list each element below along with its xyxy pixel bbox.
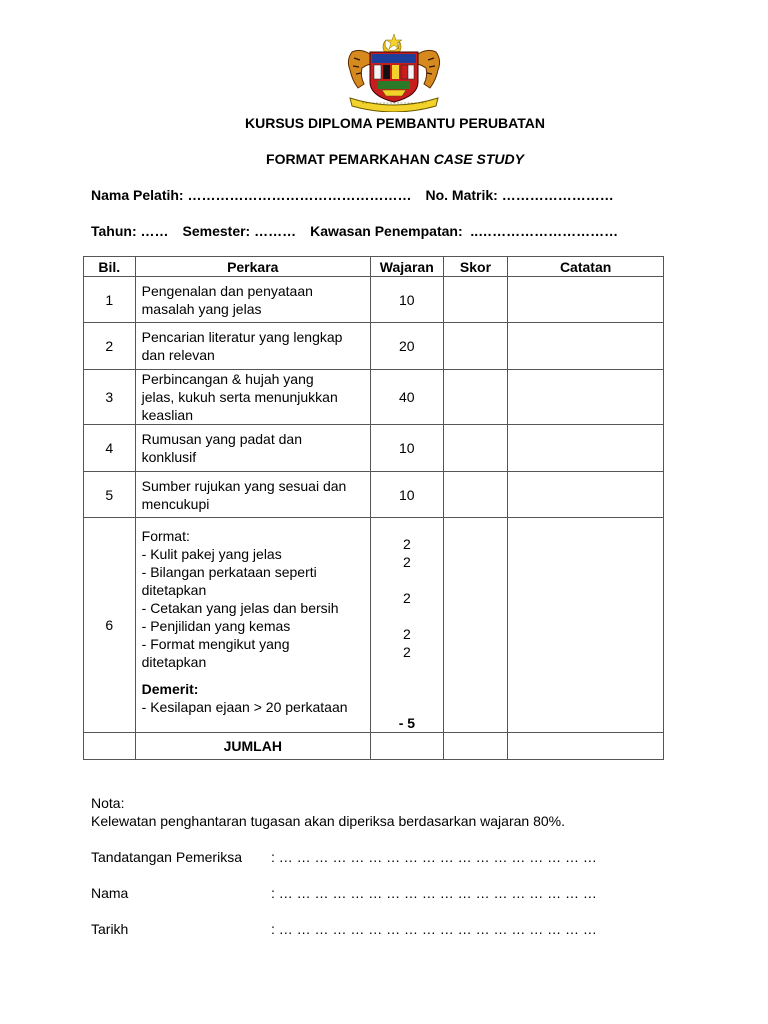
perkara-line: jelas, kukuh serta menunjukkan (141, 389, 338, 405)
perkara-cell (135, 277, 370, 323)
skor-cell[interactable] (443, 370, 508, 425)
form-subtitle (11, 151, 768, 167)
perkara-cell (135, 323, 370, 370)
perkara-line: konklusif (141, 449, 197, 465)
wajaran-cell: 40 (370, 370, 443, 425)
perkara-line: Rumusan yang padat dan (141, 431, 302, 447)
coat-of-arms-emblem (342, 32, 446, 112)
perkara-cell (135, 472, 370, 518)
format-line: - Cetakan yang jelas dan bersih (141, 600, 339, 616)
tandatangan-label: Tandatangan Pemeriksa (91, 849, 242, 865)
form-subtitle-italic: CASE STUDY (433, 151, 524, 167)
skor-cell[interactable] (443, 518, 508, 733)
perkara-line: Pencarian literatur yang lengkap (141, 329, 343, 345)
header-bil: Bil. (84, 257, 136, 277)
wajaran-value: 2 (402, 536, 411, 552)
format-line: ditetapkan (141, 654, 207, 670)
no-matrik-field[interactable]: No. Matrik: …………………… (425, 187, 614, 203)
catatan-cell[interactable] (508, 370, 664, 425)
table-row (84, 277, 664, 323)
perkara-line: mencukupi (141, 495, 210, 512)
catatan-cell[interactable] (508, 518, 664, 733)
demerit-item: - Kesilapan ejaan > 20 perkataan (141, 699, 348, 715)
form-subtitle-prefix: FORMAT PEMARKAHAN (266, 151, 434, 167)
bil-cell: 6 (84, 518, 136, 733)
wajaran-value: 2 (402, 644, 411, 660)
tahun-field[interactable]: Tahun: …… (91, 223, 169, 239)
total-row (84, 733, 664, 760)
format-line: ditetapkan (141, 582, 207, 598)
perkara-format-cell (135, 518, 370, 733)
placement-line (91, 223, 618, 239)
skor-cell[interactable] (443, 472, 508, 518)
catatan-cell[interactable] (508, 425, 664, 472)
table-row (84, 425, 664, 472)
wajaran-cell: 10 (370, 277, 443, 323)
perkara-line: Pengenalan dan penyataan (141, 282, 313, 299)
format-line: - Format mengikut yang (141, 636, 290, 652)
format-line: - Bilangan perkataan seperti (141, 564, 317, 580)
format-line: Format: (141, 528, 190, 544)
format-line: - Kulit pakej yang jelas (141, 546, 282, 562)
catatan-cell[interactable] (508, 472, 664, 518)
table-row (84, 370, 664, 425)
demerit-value: - 5 (398, 715, 416, 731)
tandatangan-field[interactable]: : … … … … … … … … … … … … … … … … … … (271, 849, 597, 865)
header-catatan: Catatan (508, 257, 664, 277)
catatan-cell[interactable] (508, 277, 664, 323)
table-header-row (84, 257, 664, 277)
header-perkara: Perkara (135, 257, 370, 277)
kawasan-field[interactable]: Kawasan Penempatan: ..………………………… (310, 223, 619, 239)
header-skor: Skor (443, 257, 508, 277)
catatan-cell[interactable] (508, 323, 664, 370)
wajaran-cell: 20 (370, 323, 443, 370)
wajaran-value: 2 (402, 626, 411, 642)
total-skor-cell[interactable] (443, 733, 508, 760)
trainee-line (91, 187, 614, 203)
total-bil-cell (84, 733, 136, 760)
perkara-cell (135, 425, 370, 472)
nota-text: Kelewatan penghantaran tugasan akan diperiksa berdasarkan wajaran 80%. (91, 813, 565, 829)
course-title: KURSUS DIPLOMA PEMBANTU PERUBATAN (245, 115, 545, 131)
perkara-line: masalah yang jelas (141, 300, 262, 317)
bil-cell: 4 (84, 425, 136, 472)
bil-cell: 3 (84, 370, 136, 425)
semester-field[interactable]: Semester: ……… (182, 223, 297, 239)
bil-cell: 1 (84, 277, 136, 323)
wajaran-value: 2 (402, 590, 411, 606)
perkara-line: dan relevan (141, 347, 215, 363)
wajaran-value: 2 (402, 554, 411, 570)
total-wajaran-cell (370, 733, 443, 760)
tarikh-field[interactable]: : … … … … … … … … … … … … … … … … … … (271, 921, 597, 937)
total-catatan-cell[interactable] (508, 733, 664, 760)
format-line: - Penjilidan yang kemas (141, 618, 291, 634)
nama-pelatih-field[interactable]: Nama Pelatih: ………………………………………… (91, 187, 412, 203)
signature-row (91, 849, 597, 865)
perkara-line: Perbincangan & hujah yang (141, 371, 314, 387)
table-row (84, 323, 664, 370)
bil-cell: 2 (84, 323, 136, 370)
tarikh-label: Tarikh (91, 921, 129, 937)
wajaran-cell: 10 (370, 472, 443, 518)
wajaran-format-values (371, 518, 443, 732)
wajaran-format-cell (370, 518, 443, 733)
skor-cell[interactable] (443, 425, 508, 472)
table-row-format (84, 518, 664, 733)
wajaran-cell: 10 (370, 425, 443, 472)
perkara-cell (135, 370, 370, 425)
skor-cell[interactable] (443, 277, 508, 323)
header-wajaran: Wajaran (370, 257, 443, 277)
nama-label: Nama (91, 885, 129, 901)
perkara-line: Sumber rujukan yang sesuai dan (141, 477, 347, 494)
name-row (91, 885, 597, 901)
date-row (91, 921, 597, 937)
demerit-label: Demerit: (141, 681, 199, 697)
table-row (84, 472, 664, 518)
jumlah-label: JUMLAH (135, 733, 370, 760)
marking-table (83, 256, 664, 760)
skor-cell[interactable] (443, 323, 508, 370)
nama-field[interactable]: : … … … … … … … … … … … … … … … … … … (271, 885, 597, 901)
bil-cell: 5 (84, 472, 136, 518)
nota-label: Nota: (91, 795, 125, 811)
perkara-line: keaslian (141, 407, 194, 423)
